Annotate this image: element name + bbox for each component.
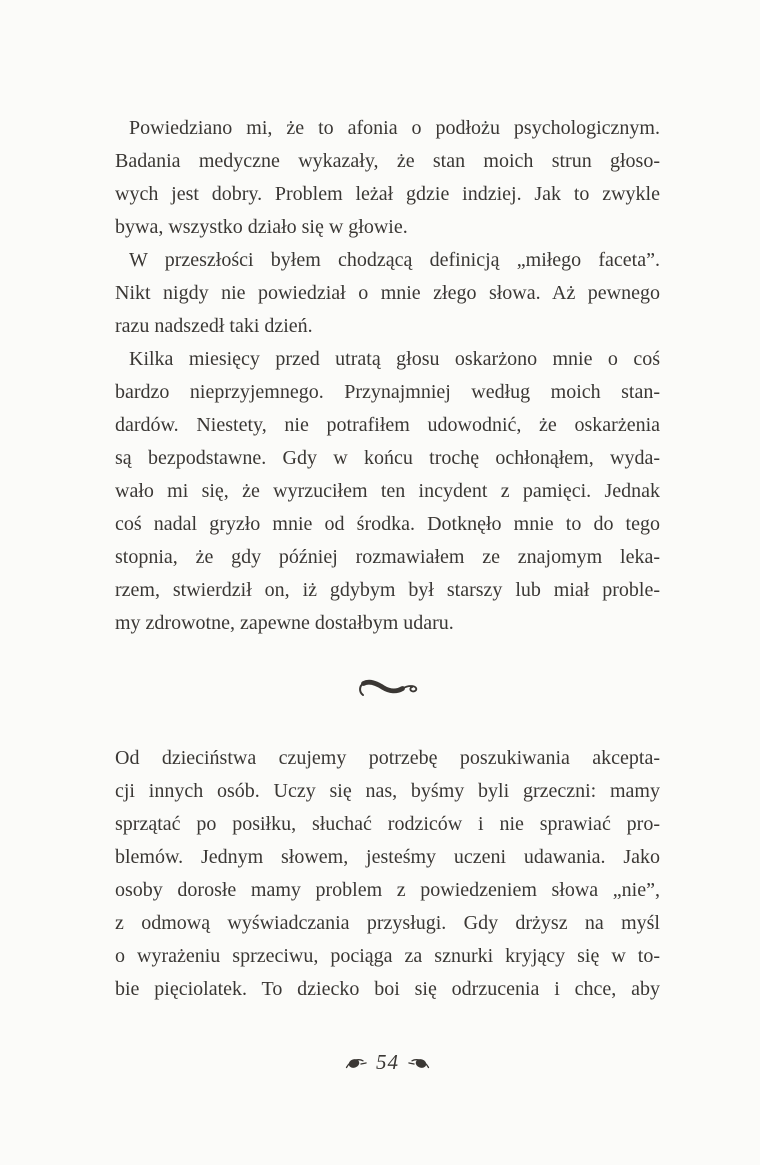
text-line: coś nadal gryzło mnie od środka. Dotknęło mnie to do tego bbox=[115, 513, 660, 535]
text-line: wało mi się, że wyrzuciłem ten incydent z pamięci. Jednak bbox=[115, 480, 660, 502]
paragraph bbox=[115, 343, 660, 640]
text-line: cji innych osób. Uczy się nas, byśmy byli grzeczni: mamy bbox=[115, 780, 660, 802]
text-line: Kilka miesięcy przed utratą głosu oskarżono mnie o coś bbox=[129, 348, 660, 370]
section-separator bbox=[115, 674, 660, 702]
page-number: 54 bbox=[376, 1050, 399, 1074]
text-line: bardzo nieprzyjemnego. Przynajmniej według moich stan- bbox=[115, 381, 660, 403]
text-line: blemów. Jednym słowem, jesteśmy uczeni udawania. Jako bbox=[115, 846, 660, 868]
right-fleuron-icon bbox=[408, 1055, 430, 1071]
paragraph bbox=[115, 244, 660, 343]
text-line: Badania medyczne wykazały, że stan moich strun głoso- bbox=[115, 150, 660, 172]
text-line: my zdrowotne, zapewne dostałbym udaru. bbox=[115, 612, 454, 634]
text-line: osoby dorosłe mamy problem z powiedzeniem słowa „nie”, bbox=[115, 879, 660, 901]
text-line: dardów. Niestety, nie potrafiłem udowodnić, że oskarżenia bbox=[115, 414, 660, 436]
text-line: bie pięciolatek. To dziecko boi się odrzucenia i chce, aby bbox=[115, 978, 660, 1000]
section-bottom bbox=[115, 742, 660, 1006]
page-footer bbox=[115, 1050, 660, 1075]
text-line: rzem, stwierdził on, iż gdybym był starszy lub miał proble- bbox=[115, 579, 660, 601]
text-line: bywa, wszystko działo się w głowie. bbox=[115, 216, 408, 238]
text-line: są bezpodstawne. Gdy w końcu trochę ochłonąłem, wyda- bbox=[115, 447, 660, 469]
text-line: razu nadszedł taki dzień. bbox=[115, 315, 313, 337]
text-line: o wyrażeniu sprzeciwu, pociąga za sznurki kryjący się w to- bbox=[115, 945, 660, 967]
paragraph bbox=[115, 112, 660, 244]
text-line: Od dzieciństwa czujemy potrzebę poszukiwania akcepta- bbox=[115, 747, 660, 769]
text-line: z odmową wyświadczania przysługi. Gdy drżysz na myśl bbox=[115, 912, 660, 934]
swash-ornament-icon bbox=[356, 674, 420, 702]
section-top bbox=[115, 112, 660, 640]
text-block bbox=[115, 112, 660, 1006]
text-line: sprzątać po posiłku, słuchać rodziców i nie sprawiać pro- bbox=[115, 813, 660, 835]
left-fleuron-icon bbox=[345, 1055, 367, 1071]
text-line: Powiedziano mi, że to afonia o podłożu psychologicznym. bbox=[129, 117, 660, 139]
text-line: stopnia, że gdy później rozmawiałem ze znajomym leka- bbox=[115, 546, 660, 568]
paragraph bbox=[115, 742, 660, 1006]
text-line: wych jest dobry. Problem leżał gdzie indziej. Jak to zwykle bbox=[115, 183, 660, 205]
text-line: W przeszłości byłem chodzącą definicją „miłego faceta”. bbox=[129, 249, 660, 271]
text-line: Nikt nigdy nie powiedział o mnie złego słowa. Aż pewnego bbox=[115, 282, 660, 304]
